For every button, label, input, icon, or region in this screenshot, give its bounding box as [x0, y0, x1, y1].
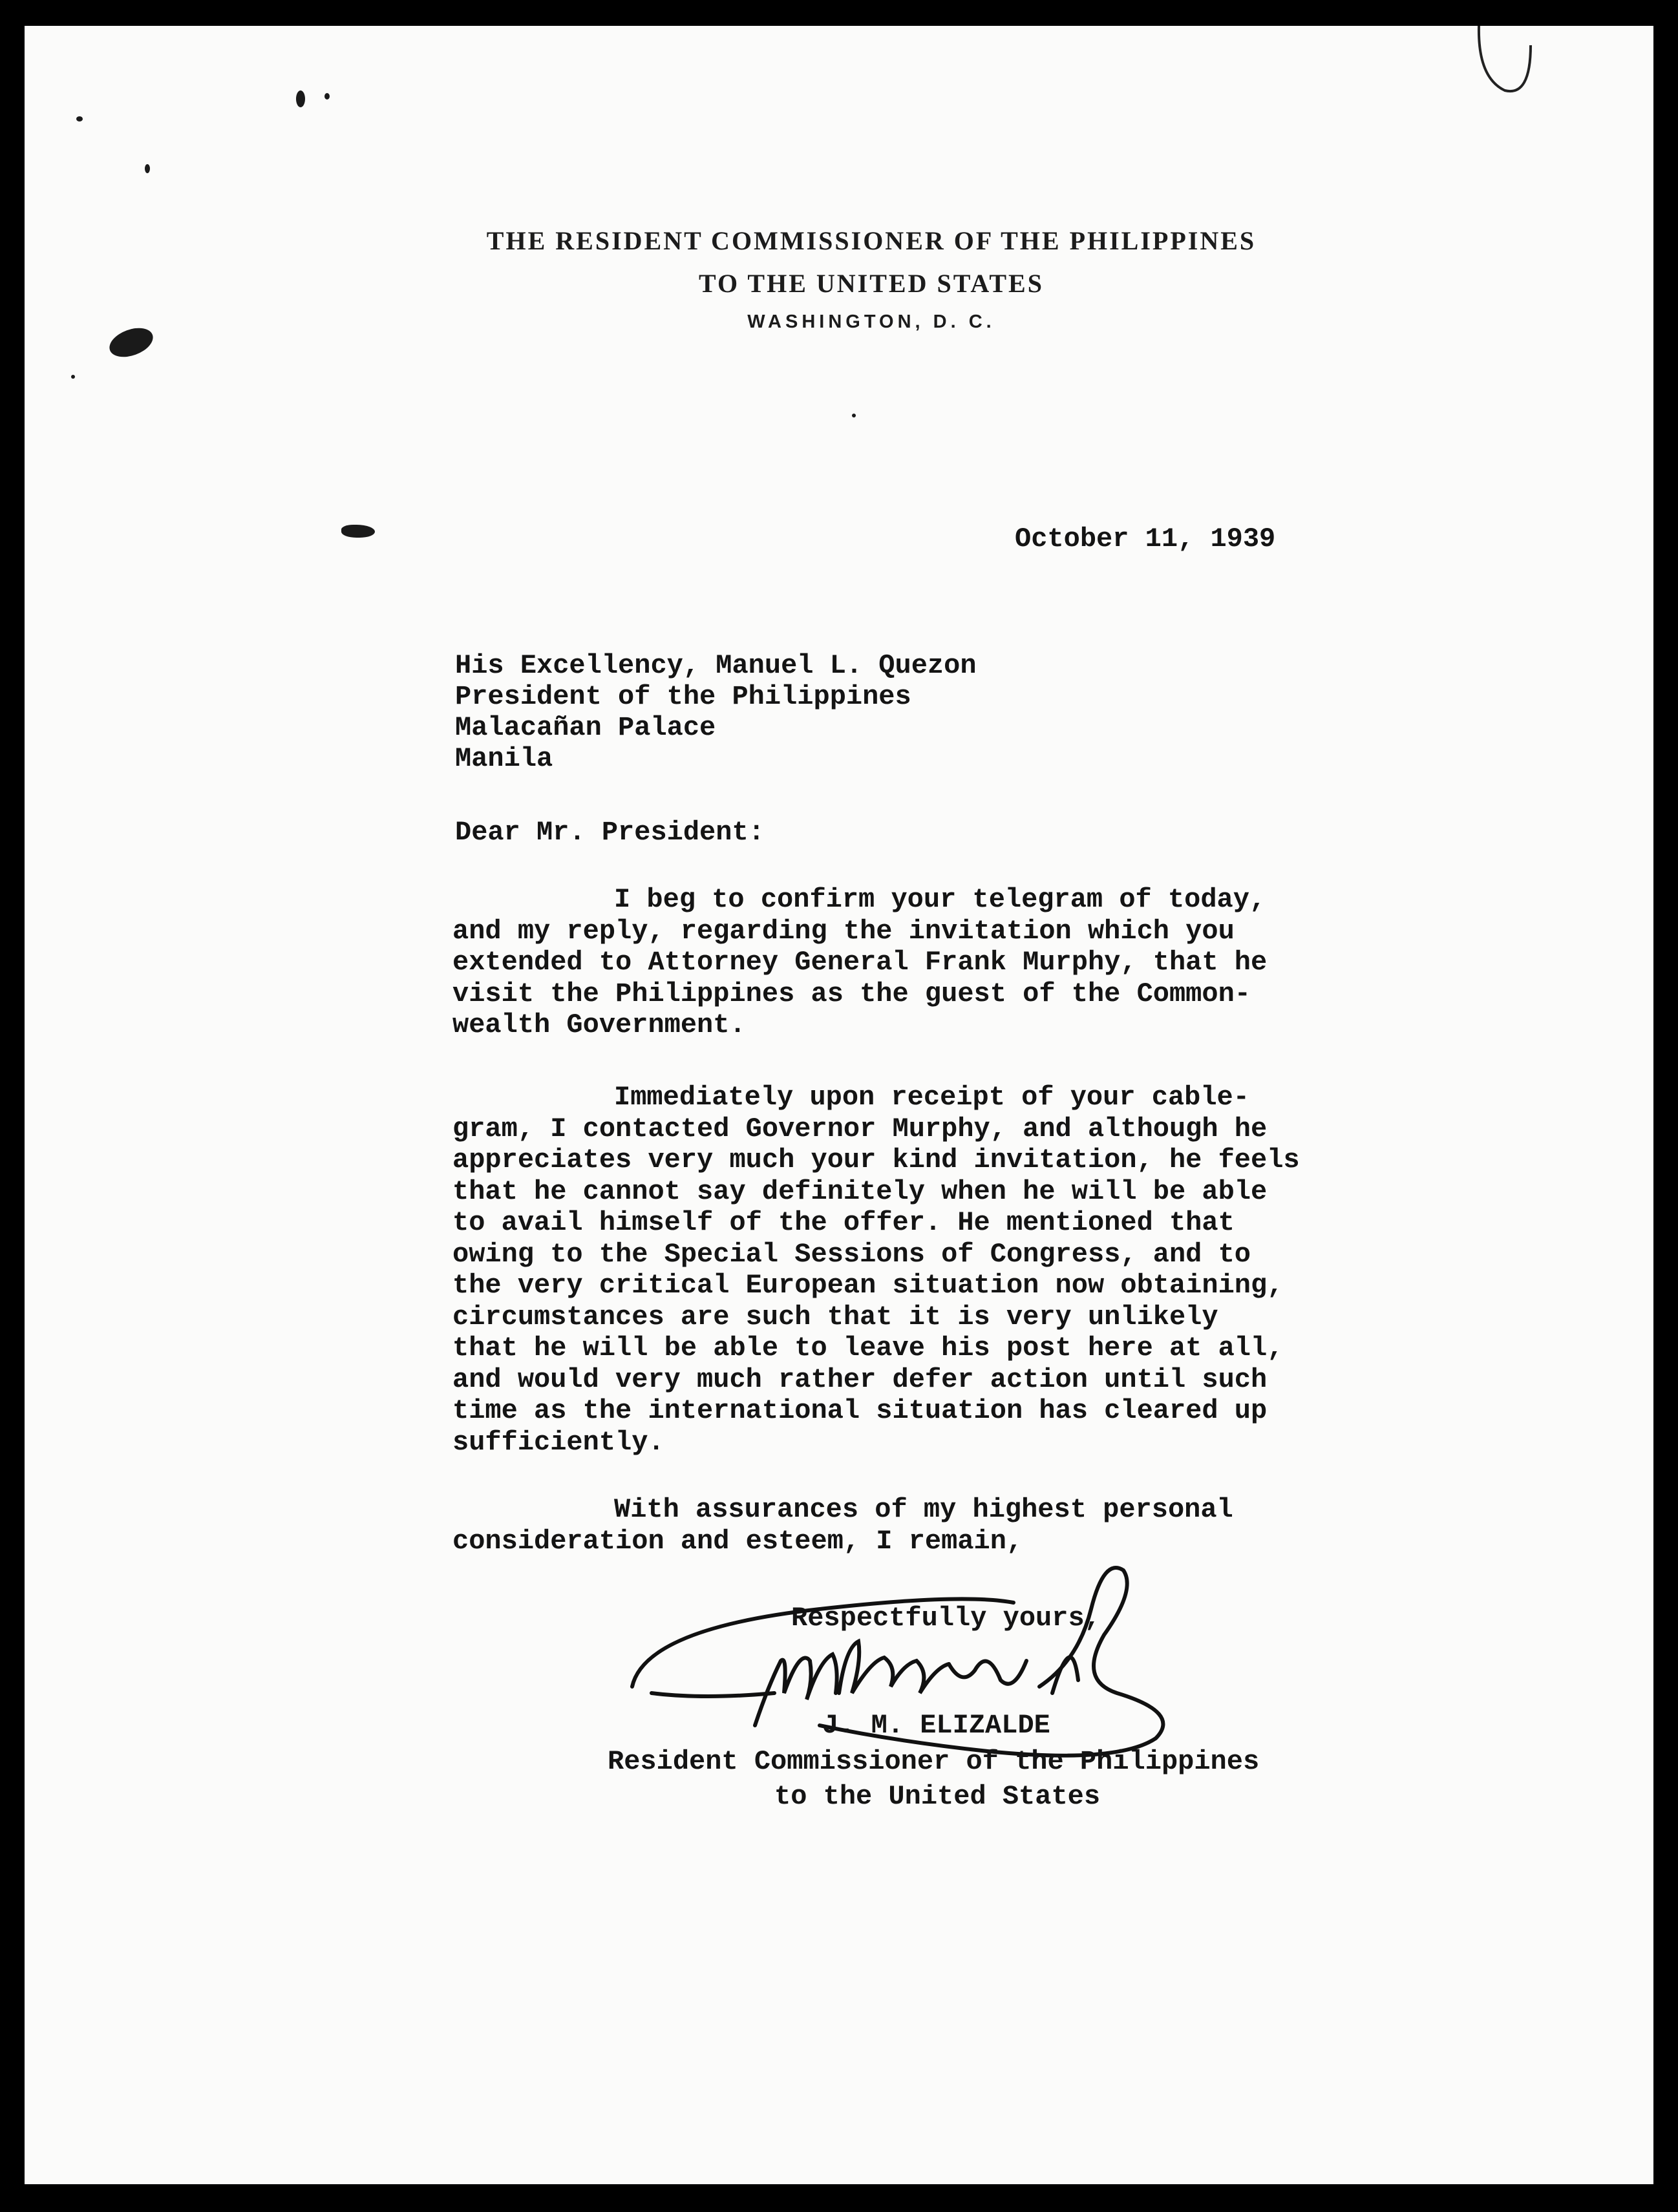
letterhead [387, 220, 1356, 333]
letter-date: October 11, 1939 [1015, 523, 1276, 554]
paragraph-line: circumstances are such that it is very unlikely [452, 1301, 1218, 1332]
scan-speck [341, 525, 375, 538]
paragraph-line: I beg to confirm your telegram of today, [614, 884, 1266, 915]
paragraph-line: time as the international situation has cleared up [452, 1395, 1268, 1426]
recipient-place: Malacañan Palace [455, 712, 716, 743]
paragraph-line: and would very much rather defer action until such [452, 1364, 1268, 1395]
paragraph-line: to avail himself of the offer. He mentioned that [452, 1207, 1235, 1238]
scan-speck [71, 375, 75, 379]
letterhead-city: WASHINGTON, D. C. [747, 311, 995, 332]
recipient-name: His Excellency, Manuel L. Quezon [455, 650, 977, 681]
signer-title-line1: Resident Commissioner of the Philippines [608, 1746, 1260, 1777]
paragraph-line: wealth Government. [452, 1009, 746, 1040]
paragraph-line: With assurances of my highest personal [614, 1494, 1233, 1525]
paragraph-2 [452, 1082, 1300, 1458]
salutation: Dear Mr. President: [455, 817, 765, 848]
letterhead-title: THE RESIDENT COMMISSIONER OF THE PHILIPPINES [486, 226, 1257, 255]
recipient-title: President of the Philippines [455, 681, 911, 712]
paragraph-line: gram, I contacted Governor Murphy, and although he [452, 1113, 1268, 1144]
signer-title-line2: to the United States [774, 1781, 1101, 1812]
signer-name: J. M. ELIZALDE [822, 1710, 1050, 1741]
paragraph-line: consideration and esteem, I remain, [452, 1525, 1023, 1557]
paragraph-line: that he will be able to leave his post here at all, [452, 1332, 1284, 1364]
scan-speck [105, 322, 156, 363]
closing: Respectfully yours, [791, 1603, 1101, 1634]
paragraph-line: appreciates very much your kind invitation, he feels [452, 1144, 1300, 1175]
paragraph-line: extended to Attorney General Frank Murphy, that he [452, 947, 1268, 978]
paragraph-1 [452, 884, 1267, 1041]
letterhead-subtitle: TO THE UNITED STATES [699, 269, 1044, 298]
paragraph-line: owing to the Special Sessions of Congress, and to [452, 1238, 1251, 1270]
scan-speck [324, 93, 330, 100]
scan-speck [852, 414, 856, 417]
paragraph-line: Immediately upon receipt of your cable- [614, 1082, 1249, 1113]
scan-speck [145, 164, 150, 173]
letter-page [25, 26, 1653, 2184]
paper-clip-mark [1466, 26, 1544, 110]
recipient-address [455, 650, 977, 774]
paragraph-line: and my reply, regarding the invitation which you [452, 915, 1235, 947]
paragraph-line: the very critical European situation now obtaining, [452, 1270, 1284, 1301]
scan-speck [296, 90, 305, 107]
paragraph-line: that he cannot say definitely when he will be able [452, 1175, 1268, 1207]
paragraph-line: sufficiently. [452, 1426, 664, 1458]
recipient-city: Manila [455, 743, 553, 774]
scan-speck [76, 116, 83, 121]
paragraph-line: visit the Philippines as the guest of the Common- [452, 978, 1251, 1009]
